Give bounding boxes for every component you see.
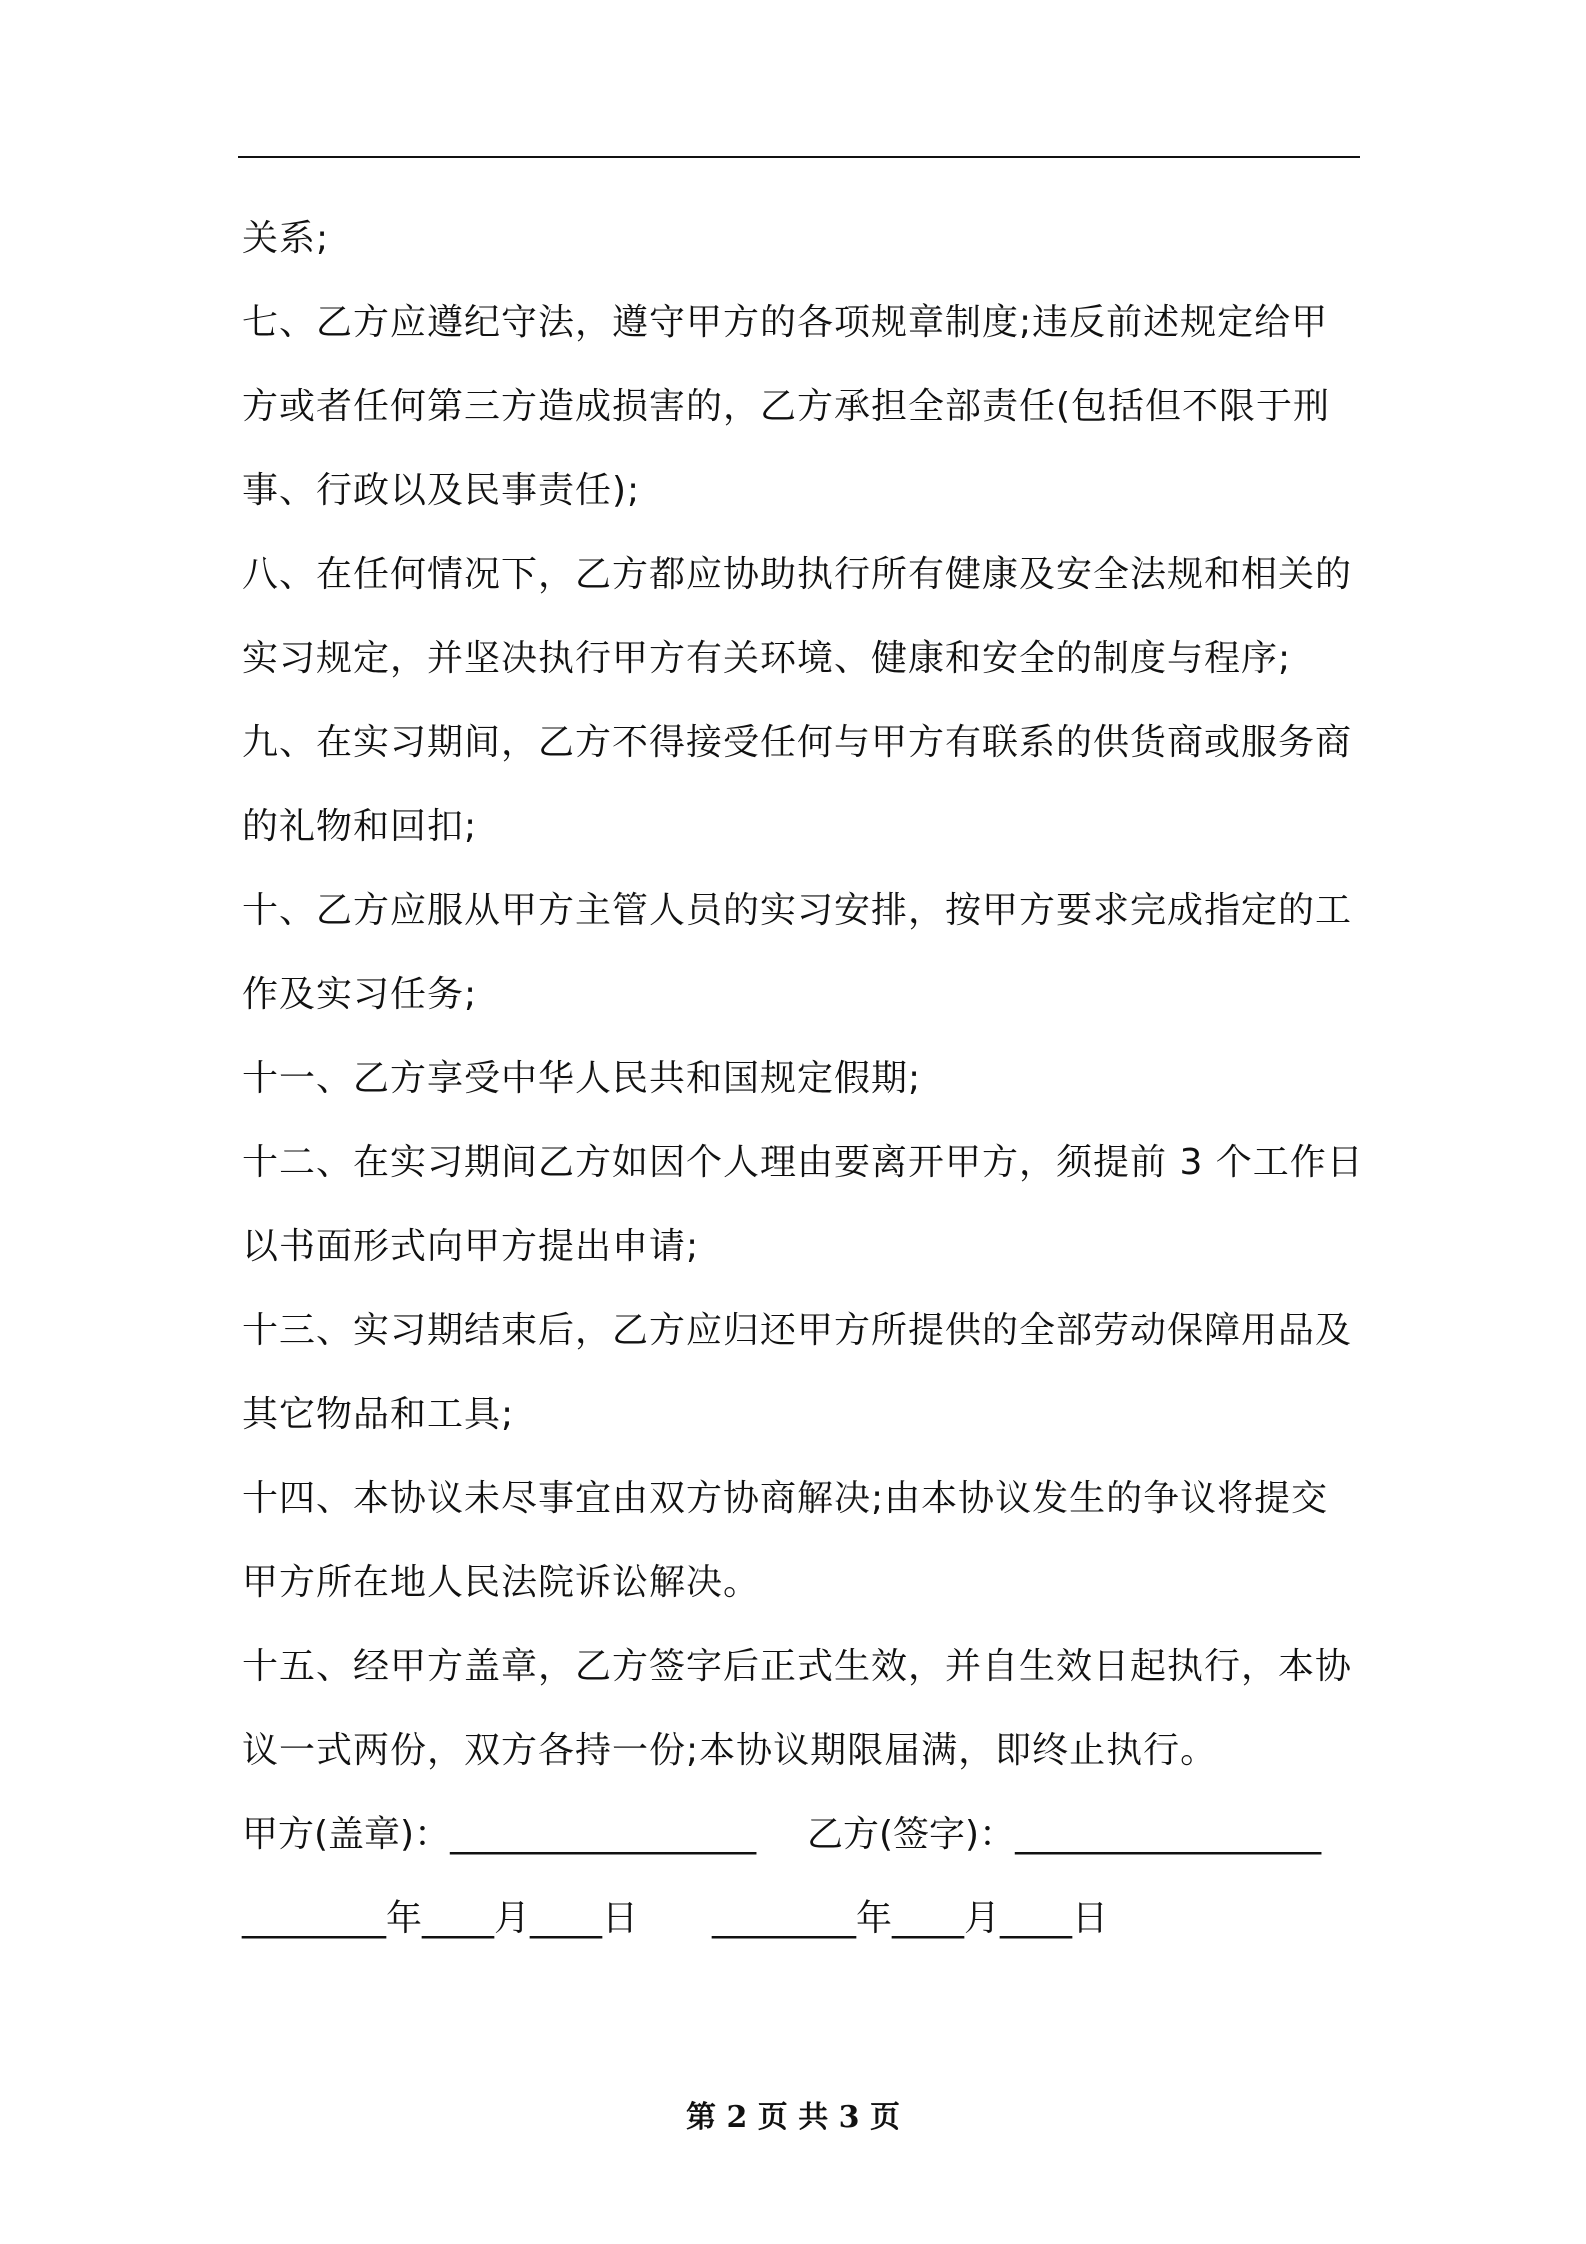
text-line: 甲方所在地人民法院诉讼解决。 [242, 1562, 761, 1603]
party-a-signature: 甲方(盖章)：_________________ [242, 1814, 757, 1855]
text-line: 十、乙方应服从甲方主管人员的实习安排，按甲方要求完成指定的工 [242, 890, 1353, 931]
text-line: 方或者任何第三方造成损害的，乙方承担全部责任(包括但不限于刑 [242, 386, 1331, 427]
text-line: 关系; [242, 218, 330, 259]
text-line: 七、乙方应遵纪守法，遵守甲方的各项规章制度;违反前述规定给甲 [242, 302, 1329, 343]
text-line: 十四、本协议未尽事宜由双方协商解决;由本协议发生的争议将提交 [242, 1478, 1329, 1519]
date-row [242, 1877, 1362, 1961]
text-line: 十三、实习期结束后，乙方应归还甲方所提供的全部劳动保障用品及 [242, 1310, 1353, 1351]
text-line: 作及实习任务; [242, 974, 478, 1015]
party-b-signature: 乙方(签字)：_________________ [807, 1814, 1322, 1855]
text-line: 实习规定，并坚决执行甲方有关环境、健康和安全的制度与程序; [242, 638, 1292, 679]
party-b-date: ________年____月____日 [712, 1898, 1108, 1939]
text-line: 议一式两份，双方各持一份;本协议期限届满，即终止执行。 [242, 1730, 1218, 1771]
header-rule [238, 156, 1360, 158]
document-body [242, 197, 1362, 1961]
text-line: 十二、在实习期间乙方如因个人理由要离开甲方，须提前 3 个工作日 [242, 1142, 1364, 1183]
page-number: 第 2 页 共 3 页 [686, 2100, 900, 2135]
text-line: 的礼物和回扣; [242, 806, 478, 847]
text-line: 以书面形式向甲方提出申请; [242, 1226, 700, 1267]
text-line: 其它物品和工具; [242, 1394, 515, 1435]
text-line: 十五、经甲方盖章，乙方签字后正式生效，并自生效日起执行，本协 [242, 1646, 1353, 1687]
signature-row [242, 1793, 1362, 1877]
text-line: 九、在实习期间，乙方不得接受任何与甲方有联系的供货商或服务商 [242, 722, 1353, 763]
text-line: 事、行政以及民事责任); [242, 470, 641, 511]
text-line: 八、在任何情况下，乙方都应协助执行所有健康及安全法规和相关的 [242, 554, 1353, 595]
party-a-date: ________年____月____日 [242, 1898, 638, 1939]
text-line: 十一、乙方享受中华人民共和国规定假期; [242, 1058, 922, 1099]
